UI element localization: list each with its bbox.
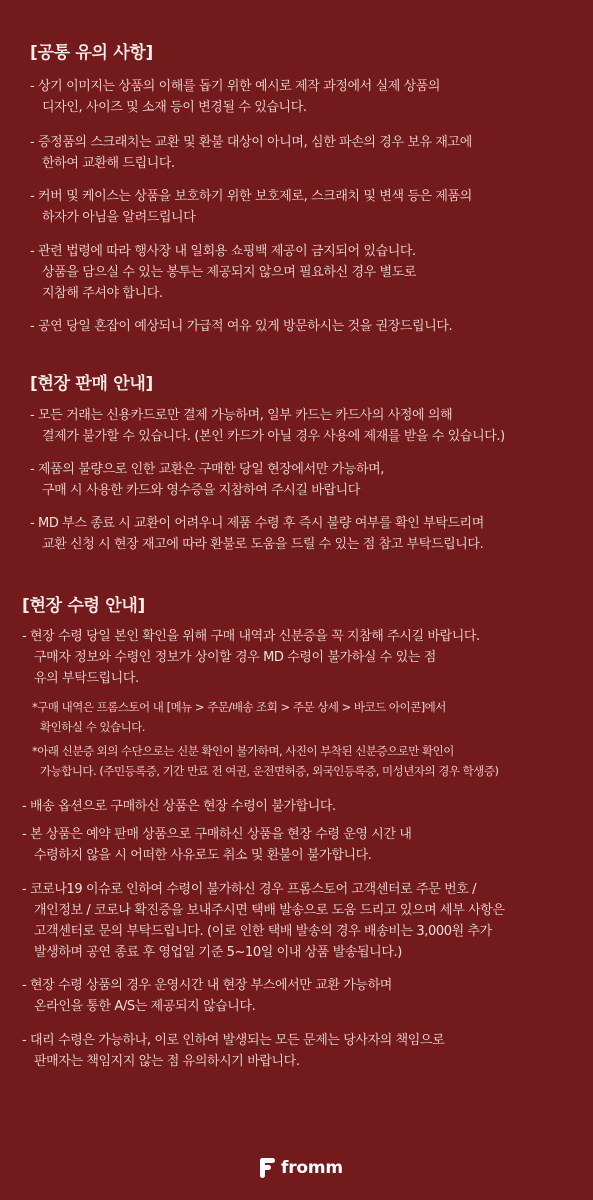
notice-line: 한하여 교환해 드립니다. (42, 156, 175, 171)
notice-item (22, 796, 336, 817)
heading-common-notice: [공통 유의 사항] (30, 43, 153, 63)
notice-line: 유의 부탁드립니다. (34, 671, 139, 686)
notice-line: 판매자는 책임지지 않는 점 유의하시기 바랍니다. (34, 1054, 300, 1069)
notice-item (22, 626, 480, 689)
notice-item (30, 76, 440, 118)
notice-item (30, 186, 472, 228)
brand-name: fromm (281, 1158, 343, 1178)
notice-line: - 본 상품은 예약 판매 상품으로 구매하신 상품을 현장 수령 운영 시간 내 (22, 827, 412, 842)
notice-line: - 제품의 불량으로 인한 교환은 구매한 당일 현장에서만 가능하며, (30, 462, 384, 477)
notice-line: 구매자 정보와 수령인 정보가 상이할 경우 MD 수령이 불가하실 수 있는 점 (34, 650, 436, 665)
notice-line: - 현장 수령 상품의 경우 운영시간 내 현장 부스에서만 교환 가능하며 (22, 978, 392, 993)
footnote-id-card (32, 741, 498, 781)
notice-item (30, 241, 416, 304)
notice-line: - MD 부스 종료 시 교환이 어려우니 제품 수령 후 즉시 불량 여부를 확인 부탁드리며 (30, 516, 484, 531)
notice-line: 교환 신청 시 현장 재고에 따라 환불로 도움을 드릴 수 있는 점 참고 부탁드립니다. (42, 537, 484, 552)
notice-item (30, 132, 472, 174)
notice-item (30, 316, 452, 337)
fromm-logo-icon (258, 1157, 276, 1179)
notice-line: - 현장 수령 당일 본인 확인을 위해 구매 내역과 신분증을 꼭 지참해 주시길 바랍니다. (22, 629, 480, 644)
notice-line: - 상기 이미지는 상품의 이해를 돕기 위한 예시로 제작 과정에서 실제 상품의 (30, 79, 441, 94)
notice-line: 수령하지 않을 시 어떠한 사유로도 취소 및 환불이 불가합니다. (34, 848, 372, 863)
notice-line: 하자가 아님을 알려드립니다 (42, 210, 196, 225)
notice-line: - 코로나19 이슈로 인하여 수령이 불가하신 경우 프롬스토어 고객센터로 주문 번호 / (22, 882, 477, 897)
notice-line: - 배송 옵션으로 구매하신 상품은 현장 수령이 불가합니다. (22, 799, 336, 814)
notice-line: 온라인을 통한 A/S는 제공되지 않습니다. (34, 999, 256, 1014)
notice-line: 구매 시 사용한 카드와 영수증을 지참하여 주시길 바랍니다 (42, 483, 360, 498)
heading-onsite-pickup: [현장 수령 안내] (22, 596, 145, 616)
note-line: 가능합니다. (주민등록증, 기간 만료 전 여권, 운전면허증, 외국인등록증, 미성년자의 경우 학생증) (40, 764, 499, 778)
notice-item (22, 824, 412, 866)
notice-line: 개인정보 / 코로나 확진증을 보내주시면 택배 발송으로 도움 드리고 있으며 세부 사항은 (34, 903, 505, 918)
notice-line: - 관련 법령에 따라 행사장 내 일회용 쇼핑백 제공이 금지되어 있습니다. (30, 244, 416, 259)
note-line: *아래 신분증 외의 수단으로는 신분 확인이 불가하며, 사진이 부착된 신분증으로만 확인이 (32, 744, 454, 758)
notice-item (22, 879, 505, 963)
notice-line: 상품을 담으실 수 있는 봉투는 제공되지 않으며 필요하신 경우 별도로 (42, 265, 417, 280)
notice-line: 결제가 불가할 수 있습니다. (본인 카드가 아닐 경우 사용에 제재를 받을 수 있습니다.) (42, 429, 505, 444)
notice-line: 디자인, 사이즈 및 소재 등이 변경될 수 있습니다. (42, 100, 307, 115)
notice-item (30, 405, 505, 447)
notice-line: - 공연 당일 혼잡이 예상되니 가급적 여유 있게 방문하시는 것을 권장드립니다. (30, 319, 453, 334)
notice-item (30, 513, 484, 555)
heading-onsite-sale: [현장 판매 안내] (30, 374, 153, 394)
notice-line: - 대리 수령은 가능하나, 이로 인하여 발생되는 모든 문제는 당사자의 책임으로 (22, 1033, 445, 1048)
notice-line: 고객센터로 문의 부탁드립니다. (이로 인한 택배 발송의 경우 배송비는 3,000원 추가 (34, 924, 492, 939)
notice-line: - 증정품의 스크래치는 교환 및 환불 대상이 아니며, 심한 파손의 경우 보유 재고에 (30, 135, 472, 150)
notice-item (22, 1030, 444, 1072)
notice-line: 발생하며 공연 종료 후 영업일 기준 5~10일 이내 상품 발송됩니다.) (34, 945, 402, 960)
notice-line: - 커버 및 케이스는 상품을 보호하기 위한 보호제로, 스크래치 및 변색 등은 제품의 (30, 189, 472, 204)
notice-line: - 모든 거래는 신용카드로만 결제 가능하며, 일부 카드는 카드사의 사정에 의해 (30, 408, 453, 423)
fromm-logo (258, 1154, 343, 1182)
notice-line: 지참해 주셔야 합니다. (42, 286, 163, 301)
notice-item (30, 459, 384, 501)
notice-item (22, 975, 392, 1017)
footnote-purchase-history (32, 697, 446, 737)
note-line: *구매 내역은 프롬스토어 내 [메뉴 > 주문/배송 조회 > 주문 상세 > 바코드 아이콘]에서 (32, 700, 446, 714)
note-line: 확인하실 수 있습니다. (40, 720, 145, 734)
